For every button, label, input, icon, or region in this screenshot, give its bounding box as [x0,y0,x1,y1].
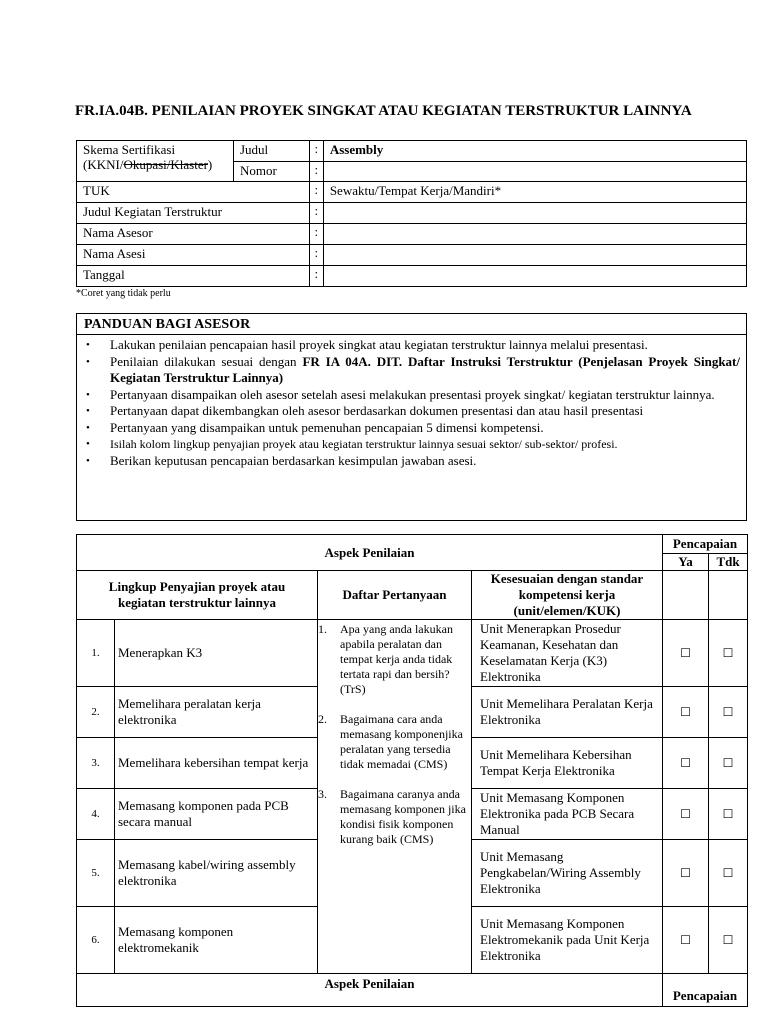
guide-item: • Pertanyaan dapat dikembangkan oleh asesor berdasarkan dokumen presentasi dan atau hasil presentasi [86,403,644,418]
nama-asesi-value[interactable] [323,245,746,266]
judul-label: Judul [233,141,309,162]
ya-header: Ya [663,554,709,571]
question-item: 2. Bagaimana cara anda memasang komponenjika peralatan yang tersedia tidak memadai (CMS) [318,712,463,771]
footer-pencapaian-header: Pencapaian [663,974,748,1007]
colon: : [309,141,323,162]
guide-item: • Berikan keputusan pencapaian berdasarkan kesimpulan jawaban asesi. [86,452,477,468]
guide-item: • Pertanyaan disampaikan oleh asesor setelah asesi melakukan presentasi proyek singkat/ kegiatan terstruktur lainnya. [86,386,715,402]
tdk-checkbox[interactable]: ☐ [709,620,748,687]
question-item: 1. Apa yang anda lakukan apabila peralatan dan tempat kerja anda tidak tertata rapi dan bersih? (TrS) [318,622,453,696]
colon: : [309,266,323,287]
question-item: 3. Bagaimana caranya anda memasang komponen jika kondisi fisik komponen kurang baik (CMS) [318,787,466,846]
kesesuaian-header: Kesesuaian dengan standar kompetensi kerja (unit/elemen/KUK) [472,571,663,620]
ya-checkbox[interactable]: ☐ [663,738,709,789]
colon: : [309,224,323,245]
row-number: 4. [77,789,115,840]
row-number: 3. [77,738,115,789]
colon: : [309,203,323,224]
tdk-checkbox[interactable]: ☐ [709,789,748,840]
judul-kegiatan-label: Judul Kegiatan Terstruktur [77,203,310,224]
unit-cell: Unit Menerapkan Prosedur Keamanan, Kesehatan dan Keselamatan Kerja (K3) Elektronika [472,620,663,687]
skema-label: Skema Sertifikasi (KKNI/Okupasi/Klaster) [77,141,234,182]
colon: : [309,245,323,266]
empty-cell [709,571,748,620]
empty-cell [663,571,709,620]
tdk-checkbox[interactable]: ☐ [709,687,748,738]
nomor-value[interactable] [323,162,746,182]
nama-asesor-value[interactable] [323,224,746,245]
tanggal-label: Tanggal [77,266,310,287]
ya-checkbox[interactable]: ☐ [663,907,709,974]
guide-item: • Penilaian dilakukan sesuai dengan FR IA 04A. DIT. Daftar Instruksi Terstruktur (Penjelasan Proyek Singkat/ Kegiatan Terstruktur Lainnya) [86,353,741,385]
pencapaian-header: Pencapaian [663,535,748,554]
nama-asesi-label: Nama Asesi [77,245,310,266]
guide-box [76,313,747,521]
footnote: *Coret yang tidak perlu [76,288,171,299]
tanggal-value[interactable] [323,266,746,287]
ya-checkbox[interactable]: ☐ [663,687,709,738]
unit-cell: Unit Memelihara Kebersihan Tempat Kerja Elektronika [472,738,663,789]
ya-checkbox[interactable]: ☐ [663,789,709,840]
nama-asesor-label: Nama Asesor [77,224,310,245]
struck-text: Okupasi/Klaster [123,157,208,172]
scope-cell: Menerapkan K3 [115,620,318,687]
row-number: 6. [77,907,115,974]
scope-cell: Memasang komponen elektromekanik [115,907,318,974]
unit-cell: Unit Memelihara Peralatan Kerja Elektronika [472,687,663,738]
colon: : [309,182,323,203]
tdk-header: Tdk [709,554,748,571]
identity-table [76,140,747,287]
unit-cell: Unit Memasang Pengkabelan/Wiring Assembly Elektronika [472,840,663,907]
tdk-checkbox[interactable]: ☐ [709,738,748,789]
tuk-label: TUK [77,182,310,203]
row-number: 5. [77,840,115,907]
row-number: 2. [77,687,115,738]
colon: : [309,162,323,182]
row-number: 1. [77,620,115,687]
guide-title: PANDUAN BAGI ASESOR [77,314,746,335]
questions-cell [318,620,472,974]
guide-list [77,335,746,469]
lingkup-header: Lingkup Penyajian proyek atau kegiatan terstruktur lainnya [77,571,318,620]
form-title: FR.IA.04B. PENILAIAN PROYEK SINGKAT ATAU KEGIATAN TERSTRUKTUR LAINNYA [75,103,692,119]
guide-item: • Pertanyaan yang disampaikan untuk pemenuhan pencapaian 5 dimensi kompetensi. [86,419,544,435]
aspek-penilaian-header: Aspek Penilaian [77,535,663,571]
unit-cell: Unit Memasang Komponen Elektromekanik pada Unit Kerja Elektronika [472,907,663,974]
ya-checkbox[interactable]: ☐ [663,840,709,907]
footer-aspek-header: Aspek Penilaian [77,974,663,1007]
daftar-pertanyaan-header: Daftar Pertanyaan [318,571,472,620]
tdk-checkbox[interactable]: ☐ [709,907,748,974]
nomor-label: Nomor [233,162,309,182]
scope-cell: Memelihara kebersihan tempat kerja [115,738,318,789]
ya-checkbox[interactable]: ☐ [663,620,709,687]
guide-item: • Isilah kolom lingkup penyajian proyek atau kegiatan terstruktur lainnya sesuai sektor/ sub-sektor/ profesi. [86,437,618,451]
question-list [318,620,471,847]
tuk-value[interactable]: Sewaktu/Tempat Kerja/Mandiri* [323,182,746,203]
scope-cell: Memasang komponen pada PCB secara manual [115,789,318,840]
judul-value[interactable]: Assembly [323,141,746,162]
scope-cell: Memelihara peralatan kerja elektronika [115,687,318,738]
unit-cell: Unit Memasang Komponen Elektronika pada PCB Secara Manual [472,789,663,840]
tdk-checkbox[interactable]: ☐ [709,840,748,907]
assessment-table [76,534,748,1007]
judul-kegiatan-value[interactable] [323,203,746,224]
scope-cell: Memasang kabel/wiring assembly elektronika [115,840,318,907]
guide-item: • Lakukan penilaian pencapaian hasil proyek singkat atau kegiatan terstruktur lainnya melalui presentasi. [86,337,648,352]
